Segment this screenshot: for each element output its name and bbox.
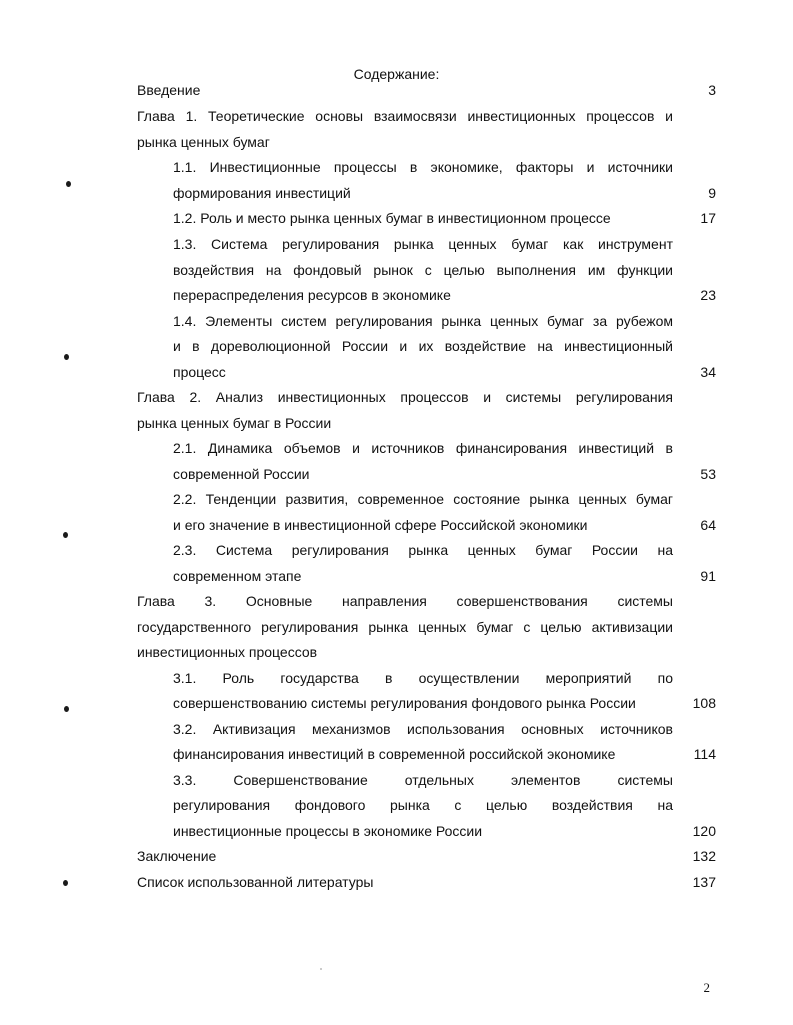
toc-entry-line: современной России [173, 466, 310, 482]
toc-entry-page: 9 [708, 185, 716, 201]
toc-entry-line: Глава 3. Основные направления совершенствования системы [137, 593, 673, 609]
toc-entry-line: 3.1. Роль государства в осуществлении мероприятий по [173, 670, 673, 686]
toc-entry-line: Глава 2. Анализ инвестиционных процессов и системы регулирования [137, 389, 673, 405]
toc-entry-line: 3.3. Совершенствование отдельных элементов системы [173, 772, 673, 788]
toc-entry-page: 17 [700, 210, 716, 226]
document-title: Содержание: [353, 66, 440, 82]
scan-speck [320, 968, 322, 970]
toc-entry-page: 3 [708, 82, 716, 98]
toc-entry-page: 114 [693, 746, 716, 762]
toc-entry-line: регулирования фондового рынка с целью воздействия на [173, 797, 673, 813]
toc-entry-line: 1.1. Инвестиционные процессы в экономике, факторы и источники [173, 159, 673, 175]
toc-entry-line: 2.3. Система регулирования рынка ценных бумаг России на [173, 542, 673, 558]
toc-entry-line: и в дореволюционной России и их воздействие на инвестиционный [173, 338, 673, 354]
punch-hole-mark [64, 706, 69, 712]
toc-entry-page: 137 [692, 874, 716, 890]
toc-entry-line: 2.2. Тенденции развития, современное состояние рынка ценных бумаг [173, 491, 673, 507]
toc-entry-line: процесс [173, 364, 226, 380]
toc-entry-line: современном этапе [173, 568, 302, 584]
toc-entry-line: инвестиционных процессов [137, 644, 318, 660]
toc-entry-page: 23 [700, 287, 716, 303]
toc-entry-line: рынка ценных бумаг в России [137, 415, 332, 431]
toc-entry-line: перераспределения ресурсов в экономике [173, 287, 451, 303]
punch-hole-mark [63, 880, 68, 886]
toc-entry-line: 1.2. Роль и место рынка ценных бумаг в инвестиционном процессе [173, 210, 611, 226]
toc-entry-line: финансирования инвестиций в современной российской экономике [173, 746, 616, 762]
punch-hole-mark [63, 532, 68, 538]
toc-entry-line: 1.4. Элементы систем регулирования рынка ценных бумаг за рубежом [173, 313, 673, 329]
toc-entry-page: 120 [692, 823, 716, 839]
toc-entry-line: Список использованной литературы [137, 874, 374, 890]
page-number: 2 [703, 980, 710, 995]
punch-hole-mark [66, 181, 71, 187]
toc-entry-line: государственного регулирования рынка ценных бумаг с целью активизации [137, 619, 673, 635]
toc-entry-line: Заключение [137, 848, 217, 864]
toc-entry-line: воздействия на фондовый рынок с целью выполнения им функции [173, 262, 673, 278]
toc-entry-line: Глава 1. Теоретические основы взаимосвязи инвестиционных процессов и [137, 108, 673, 124]
toc-entry-line: инвестиционные процессы в экономике России [173, 823, 483, 839]
toc-entry-line: Введение [137, 82, 201, 98]
toc-entry-line: и его значение в инвестиционной сфере Российской экономики [173, 517, 588, 533]
toc-entry-page: 132 [692, 848, 716, 864]
toc-entry-page: 108 [692, 695, 716, 711]
toc-entry-line: рынка ценных бумаг [137, 134, 270, 150]
toc-entry-line: 3.2. Активизация механизмов использования основных источников [173, 721, 673, 737]
toc-entry-line: формирования инвестиций [173, 185, 351, 201]
toc-entry-page: 64 [700, 517, 716, 533]
toc-entry-line: 1.3. Система регулирования рынка ценных бумаг как инструмент [173, 236, 673, 252]
toc-entry-line: совершенствованию системы регулирования фондового рынка России [173, 695, 636, 711]
toc-entry-page: 91 [700, 568, 716, 584]
toc-entry-line: 2.1. Динамика объемов и источников финансирования инвестиций в [173, 440, 673, 456]
punch-hole-mark [64, 354, 69, 360]
toc-entry-page: 34 [700, 364, 716, 380]
toc-entry-page: 53 [700, 466, 716, 482]
